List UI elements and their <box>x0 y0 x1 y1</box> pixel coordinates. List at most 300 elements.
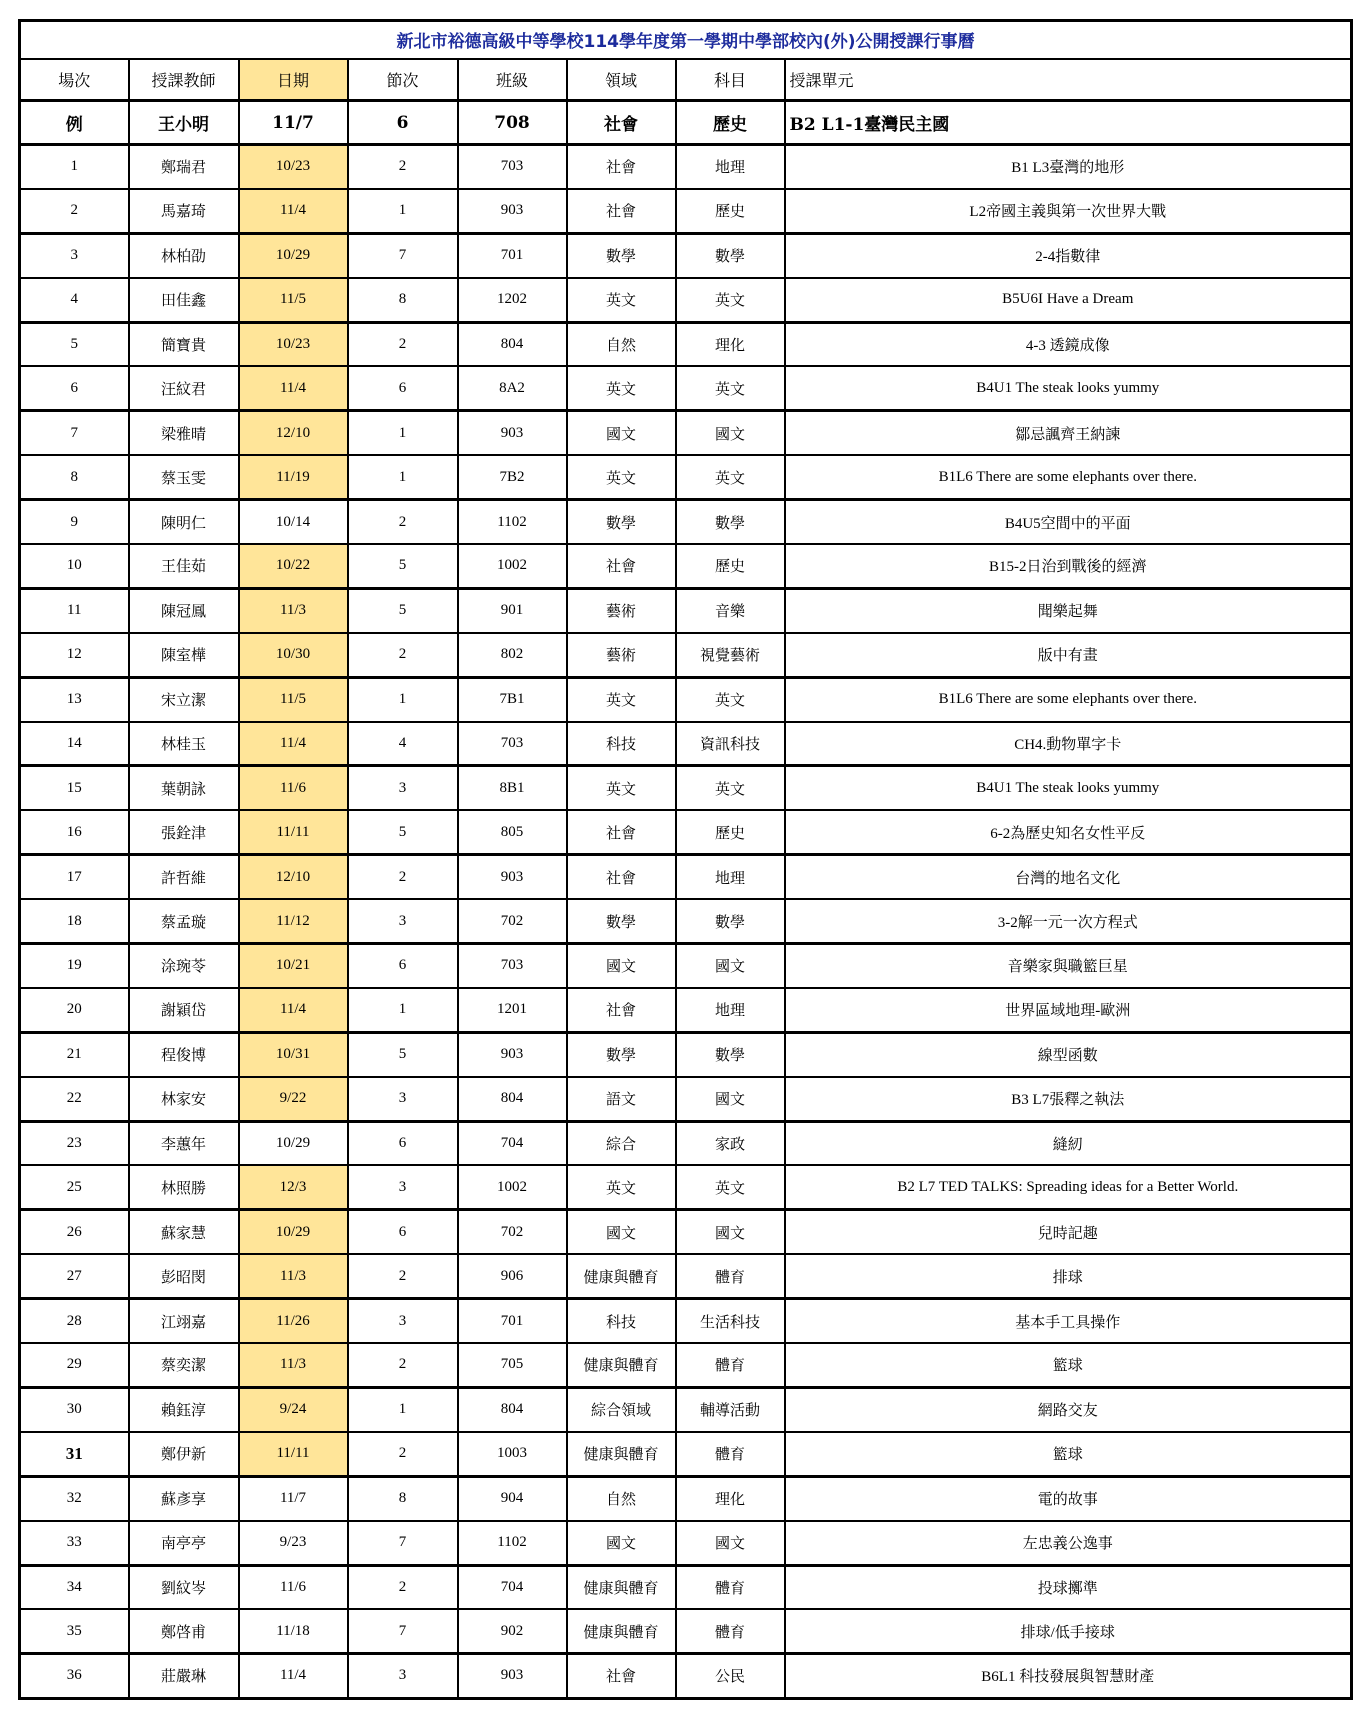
row-session: 28 <box>20 1299 129 1343</box>
row-date: 11/5 <box>239 677 348 721</box>
row-session: 4 <box>20 278 129 322</box>
row-date: 10/21 <box>239 944 348 988</box>
row-date: 11/6 <box>239 766 348 810</box>
row-period: 5 <box>348 588 458 632</box>
row-period: 6 <box>348 1210 458 1254</box>
example-teacher: 王小明 <box>129 101 239 145</box>
row-session: 26 <box>20 1210 129 1254</box>
row-domain: 數學 <box>567 500 676 544</box>
row-date: 12/3 <box>239 1165 348 1209</box>
row-domain: 社會 <box>567 855 676 899</box>
row-session: 34 <box>20 1565 129 1609</box>
table-row <box>20 1299 1352 1343</box>
row-subject: 數學 <box>676 233 785 277</box>
row-session: 36 <box>20 1654 129 1698</box>
row-teacher: 梁雅晴 <box>129 411 239 455</box>
row-period: 2 <box>348 1254 458 1298</box>
row-domain: 數學 <box>567 899 676 943</box>
row-session: 31 <box>20 1432 129 1476</box>
table-row <box>20 1121 1352 1165</box>
row-period: 2 <box>348 500 458 544</box>
row-class: 701 <box>458 1299 567 1343</box>
row-unit: B4U1 The steak looks yummy <box>785 766 1352 810</box>
table-row <box>20 633 1352 677</box>
row-subject: 資訊科技 <box>676 722 785 766</box>
row-class: 903 <box>458 189 567 233</box>
row-unit: 電的故事 <box>785 1476 1352 1520</box>
row-session: 29 <box>20 1343 129 1387</box>
row-unit: B15-2日治到戰後的經濟 <box>785 544 1352 588</box>
row-class: 903 <box>458 411 567 455</box>
row-class: 705 <box>458 1343 567 1387</box>
row-session: 9 <box>20 500 129 544</box>
row-class: 704 <box>458 1565 567 1609</box>
row-date: 11/4 <box>239 189 348 233</box>
table-row <box>20 677 1352 721</box>
row-teacher: 田佳鑫 <box>129 278 239 322</box>
row-period: 2 <box>348 633 458 677</box>
row-teacher: 蔡孟璇 <box>129 899 239 943</box>
row-class: 703 <box>458 145 567 189</box>
row-unit: B5U6I Have a Dream <box>785 278 1352 322</box>
table-row <box>20 588 1352 632</box>
row-unit: 左忠義公逸事 <box>785 1521 1352 1565</box>
row-subject: 音樂 <box>676 588 785 632</box>
row-date: 10/23 <box>239 322 348 366</box>
schedule-table <box>18 19 1353 1700</box>
row-period: 7 <box>348 1521 458 1565</box>
row-domain: 英文 <box>567 455 676 499</box>
row-date: 11/11 <box>239 1432 348 1476</box>
table-row <box>20 855 1352 899</box>
row-teacher: 林桂玉 <box>129 722 239 766</box>
row-class: 1102 <box>458 1521 567 1565</box>
row-session: 5 <box>20 322 129 366</box>
row-domain: 數學 <box>567 1032 676 1076</box>
table-row <box>20 899 1352 943</box>
row-domain: 英文 <box>567 1165 676 1209</box>
row-period: 1 <box>348 455 458 499</box>
row-subject: 體育 <box>676 1565 785 1609</box>
row-subject: 國文 <box>676 411 785 455</box>
row-unit: 台灣的地名文化 <box>785 855 1352 899</box>
row-session: 14 <box>20 722 129 766</box>
row-class: 702 <box>458 899 567 943</box>
row-date: 11/4 <box>239 988 348 1032</box>
row-session: 10 <box>20 544 129 588</box>
row-class: 804 <box>458 1387 567 1431</box>
row-domain: 藝術 <box>567 633 676 677</box>
row-unit: 4-3 透鏡成像 <box>785 322 1352 366</box>
row-date: 11/3 <box>239 1254 348 1298</box>
row-session: 2 <box>20 189 129 233</box>
row-domain: 健康與體育 <box>567 1565 676 1609</box>
row-class: 903 <box>458 1654 567 1698</box>
row-class: 802 <box>458 633 567 677</box>
row-domain: 英文 <box>567 766 676 810</box>
row-domain: 英文 <box>567 677 676 721</box>
row-date: 10/29 <box>239 1210 348 1254</box>
row-period: 6 <box>348 944 458 988</box>
row-teacher: 林家安 <box>129 1077 239 1121</box>
row-subject: 數學 <box>676 899 785 943</box>
row-session: 33 <box>20 1521 129 1565</box>
row-session: 15 <box>20 766 129 810</box>
row-period: 1 <box>348 677 458 721</box>
table-row <box>20 411 1352 455</box>
row-date: 11/7 <box>239 1476 348 1520</box>
schedule-body <box>20 145 1352 1699</box>
row-teacher: 鄭啓甫 <box>129 1609 239 1653</box>
row-unit: CH4.動物單字卡 <box>785 722 1352 766</box>
table-row <box>20 322 1352 366</box>
row-session: 20 <box>20 988 129 1032</box>
row-unit: L2帝國主義與第一次世界大戰 <box>785 189 1352 233</box>
row-unit: B6L1 科技發展與智慧財產 <box>785 1654 1352 1698</box>
row-session: 18 <box>20 899 129 943</box>
table-row <box>20 1521 1352 1565</box>
row-class: 704 <box>458 1121 567 1165</box>
row-date: 11/18 <box>239 1609 348 1653</box>
row-domain: 健康與體育 <box>567 1343 676 1387</box>
row-teacher: 謝穎岱 <box>129 988 239 1032</box>
row-session: 23 <box>20 1121 129 1165</box>
row-subject: 歷史 <box>676 544 785 588</box>
row-domain: 國文 <box>567 411 676 455</box>
row-domain: 社會 <box>567 544 676 588</box>
row-subject: 歷史 <box>676 810 785 854</box>
row-session: 30 <box>20 1387 129 1431</box>
row-session: 19 <box>20 944 129 988</box>
row-class: 8B1 <box>458 766 567 810</box>
row-unit: 線型函數 <box>785 1032 1352 1076</box>
row-teacher: 葉朝詠 <box>129 766 239 810</box>
row-class: 902 <box>458 1609 567 1653</box>
example-date: 11/7 <box>239 101 348 145</box>
row-period: 3 <box>348 766 458 810</box>
row-class: 904 <box>458 1476 567 1520</box>
table-row <box>20 810 1352 854</box>
row-subject: 國文 <box>676 1077 785 1121</box>
row-session: 6 <box>20 366 129 410</box>
row-period: 1 <box>348 1387 458 1431</box>
row-period: 3 <box>348 1654 458 1698</box>
row-period: 4 <box>348 722 458 766</box>
row-subject: 公民 <box>676 1654 785 1698</box>
row-period: 5 <box>348 810 458 854</box>
col-header-period: 節次 <box>348 59 458 101</box>
row-period: 3 <box>348 1299 458 1343</box>
col-header-class: 班級 <box>458 59 567 101</box>
table-row <box>20 233 1352 277</box>
row-class: 903 <box>458 855 567 899</box>
row-subject: 英文 <box>676 1165 785 1209</box>
row-date: 11/4 <box>239 366 348 410</box>
row-date: 11/26 <box>239 1299 348 1343</box>
table-row <box>20 1210 1352 1254</box>
row-date: 11/3 <box>239 1343 348 1387</box>
row-date: 10/23 <box>239 145 348 189</box>
row-class: 901 <box>458 588 567 632</box>
row-domain: 數學 <box>567 233 676 277</box>
row-class: 701 <box>458 233 567 277</box>
row-unit: 籃球 <box>785 1432 1352 1476</box>
row-subject: 歷史 <box>676 189 785 233</box>
row-date: 10/30 <box>239 633 348 677</box>
row-session: 32 <box>20 1476 129 1520</box>
row-class: 804 <box>458 1077 567 1121</box>
row-subject: 數學 <box>676 1032 785 1076</box>
row-subject: 家政 <box>676 1121 785 1165</box>
row-teacher: 蔡玉雯 <box>129 455 239 499</box>
row-date: 12/10 <box>239 855 348 899</box>
row-class: 7B1 <box>458 677 567 721</box>
row-class: 1002 <box>458 544 567 588</box>
row-unit: 世界區域地理-歐洲 <box>785 988 1352 1032</box>
row-domain: 社會 <box>567 988 676 1032</box>
row-subject: 地理 <box>676 988 785 1032</box>
row-domain: 社會 <box>567 189 676 233</box>
row-teacher: 林柏劭 <box>129 233 239 277</box>
row-unit: 網路交友 <box>785 1387 1352 1431</box>
row-class: 1002 <box>458 1165 567 1209</box>
row-period: 3 <box>348 1165 458 1209</box>
row-class: 703 <box>458 944 567 988</box>
row-date: 9/23 <box>239 1521 348 1565</box>
example-period: 6 <box>348 101 458 145</box>
row-subject: 英文 <box>676 677 785 721</box>
row-period: 6 <box>348 1121 458 1165</box>
row-teacher: 張銓津 <box>129 810 239 854</box>
row-subject: 英文 <box>676 455 785 499</box>
row-session: 1 <box>20 145 129 189</box>
example-domain: 社會 <box>567 101 676 145</box>
row-date: 12/10 <box>239 411 348 455</box>
row-period: 2 <box>348 1565 458 1609</box>
table-row <box>20 1387 1352 1431</box>
row-subject: 體育 <box>676 1432 785 1476</box>
row-class: 1102 <box>458 500 567 544</box>
row-class: 703 <box>458 722 567 766</box>
row-period: 8 <box>348 278 458 322</box>
example-class: 708 <box>458 101 567 145</box>
row-teacher: 彭昭閔 <box>129 1254 239 1298</box>
row-class: 702 <box>458 1210 567 1254</box>
row-unit: 音樂家與職籃巨星 <box>785 944 1352 988</box>
row-subject: 輔導活動 <box>676 1387 785 1431</box>
row-teacher: 鄭伊新 <box>129 1432 239 1476</box>
row-date: 10/31 <box>239 1032 348 1076</box>
col-header-session: 場次 <box>20 59 129 101</box>
row-teacher: 程俊博 <box>129 1032 239 1076</box>
row-teacher: 王佳茹 <box>129 544 239 588</box>
example-row <box>20 101 1352 145</box>
col-header-date: 日期 <box>239 59 348 101</box>
row-date: 10/14 <box>239 500 348 544</box>
row-domain: 綜合 <box>567 1121 676 1165</box>
row-domain: 健康與體育 <box>567 1609 676 1653</box>
row-date: 10/29 <box>239 233 348 277</box>
title-row <box>20 21 1352 59</box>
row-unit: 籃球 <box>785 1343 1352 1387</box>
row-date: 11/5 <box>239 278 348 322</box>
row-domain: 藝術 <box>567 588 676 632</box>
row-teacher: 南亭亭 <box>129 1521 239 1565</box>
col-header-teacher: 授課教師 <box>129 59 239 101</box>
row-class: 903 <box>458 1032 567 1076</box>
example-session: 例 <box>20 101 129 145</box>
row-subject: 數學 <box>676 500 785 544</box>
row-unit: 鄒忌諷齊王納諫 <box>785 411 1352 455</box>
row-domain: 國文 <box>567 1521 676 1565</box>
row-period: 1 <box>348 189 458 233</box>
row-unit: 兒時記趣 <box>785 1210 1352 1254</box>
row-domain: 國文 <box>567 944 676 988</box>
table-row <box>20 278 1352 322</box>
row-unit: 6-2為歷史知名女性平反 <box>785 810 1352 854</box>
table-row <box>20 988 1352 1032</box>
row-session: 25 <box>20 1165 129 1209</box>
row-period: 2 <box>348 855 458 899</box>
row-class: 1201 <box>458 988 567 1032</box>
table-row <box>20 1609 1352 1653</box>
header-row <box>20 59 1352 101</box>
table-row <box>20 1254 1352 1298</box>
table-row <box>20 1432 1352 1476</box>
row-date: 9/22 <box>239 1077 348 1121</box>
row-teacher: 蘇彥享 <box>129 1476 239 1520</box>
row-period: 5 <box>348 544 458 588</box>
row-subject: 理化 <box>676 1476 785 1520</box>
row-domain: 語文 <box>567 1077 676 1121</box>
row-period: 2 <box>348 145 458 189</box>
row-period: 2 <box>348 1432 458 1476</box>
row-session: 22 <box>20 1077 129 1121</box>
row-period: 3 <box>348 899 458 943</box>
row-teacher: 蘇家慧 <box>129 1210 239 1254</box>
table-row <box>20 145 1352 189</box>
row-subject: 體育 <box>676 1343 785 1387</box>
row-class: 8A2 <box>458 366 567 410</box>
row-session: 35 <box>20 1609 129 1653</box>
row-class: 805 <box>458 810 567 854</box>
row-subject: 國文 <box>676 1210 785 1254</box>
row-period: 6 <box>348 366 458 410</box>
row-date: 11/4 <box>239 1654 348 1698</box>
row-domain: 健康與體育 <box>567 1254 676 1298</box>
table-row <box>20 722 1352 766</box>
row-period: 2 <box>348 1343 458 1387</box>
row-session: 17 <box>20 855 129 899</box>
row-domain: 自然 <box>567 322 676 366</box>
row-period: 7 <box>348 1609 458 1653</box>
table-row <box>20 1565 1352 1609</box>
row-date: 11/11 <box>239 810 348 854</box>
row-domain: 社會 <box>567 1654 676 1698</box>
table-row <box>20 944 1352 988</box>
row-date: 10/29 <box>239 1121 348 1165</box>
row-subject: 英文 <box>676 278 785 322</box>
row-teacher: 簡寶貴 <box>129 322 239 366</box>
row-domain: 科技 <box>567 722 676 766</box>
row-domain: 社會 <box>567 145 676 189</box>
row-date: 11/12 <box>239 899 348 943</box>
row-unit: 排球/低手接球 <box>785 1609 1352 1653</box>
row-domain: 英文 <box>567 278 676 322</box>
row-unit: B1L6 There are some elephants over there. <box>785 455 1352 499</box>
row-domain: 國文 <box>567 1210 676 1254</box>
row-session: 16 <box>20 810 129 854</box>
table-row <box>20 366 1352 410</box>
row-period: 2 <box>348 322 458 366</box>
row-subject: 英文 <box>676 366 785 410</box>
row-domain: 社會 <box>567 810 676 854</box>
row-unit: 排球 <box>785 1254 1352 1298</box>
row-period: 7 <box>348 233 458 277</box>
table-row <box>20 766 1352 810</box>
row-teacher: 劉紋岑 <box>129 1565 239 1609</box>
row-period: 5 <box>348 1032 458 1076</box>
row-period: 8 <box>348 1476 458 1520</box>
col-header-subject: 科目 <box>676 59 785 101</box>
row-teacher: 林照勝 <box>129 1165 239 1209</box>
row-unit: B2 L7 TED TALKS: Spreading ideas for a Better World. <box>785 1165 1352 1209</box>
row-unit: 3-2解一元一次方程式 <box>785 899 1352 943</box>
row-domain: 健康與體育 <box>567 1432 676 1476</box>
row-class: 1003 <box>458 1432 567 1476</box>
row-session: 21 <box>20 1032 129 1076</box>
row-period: 3 <box>348 1077 458 1121</box>
row-date: 10/22 <box>239 544 348 588</box>
row-date: 11/19 <box>239 455 348 499</box>
row-subject: 視覺藝術 <box>676 633 785 677</box>
row-unit: B4U1 The steak looks yummy <box>785 366 1352 410</box>
row-domain: 科技 <box>567 1299 676 1343</box>
table-row <box>20 500 1352 544</box>
row-class: 7B2 <box>458 455 567 499</box>
row-teacher: 陳冠鳳 <box>129 588 239 632</box>
row-subject: 國文 <box>676 1521 785 1565</box>
row-class: 1202 <box>458 278 567 322</box>
row-subject: 地理 <box>676 145 785 189</box>
row-unit: 2-4指數律 <box>785 233 1352 277</box>
table-row <box>20 1343 1352 1387</box>
row-teacher: 賴鈺淳 <box>129 1387 239 1431</box>
col-header-unit: 授課單元 <box>785 59 1352 101</box>
row-subject: 國文 <box>676 944 785 988</box>
table-row <box>20 189 1352 233</box>
row-session: 8 <box>20 455 129 499</box>
row-date: 11/3 <box>239 588 348 632</box>
row-teacher: 許哲維 <box>129 855 239 899</box>
row-session: 3 <box>20 233 129 277</box>
row-subject: 地理 <box>676 855 785 899</box>
table-row <box>20 1476 1352 1520</box>
row-teacher: 莊嚴琳 <box>129 1654 239 1698</box>
row-teacher: 蔡奕潔 <box>129 1343 239 1387</box>
table-row <box>20 1077 1352 1121</box>
row-class: 906 <box>458 1254 567 1298</box>
row-unit: B3 L7張釋之執法 <box>785 1077 1352 1121</box>
row-unit: B1 L3臺灣的地形 <box>785 145 1352 189</box>
table-row <box>20 455 1352 499</box>
row-session: 13 <box>20 677 129 721</box>
schedule-document <box>18 19 1350 1700</box>
table-row <box>20 1654 1352 1698</box>
row-teacher: 汪紋君 <box>129 366 239 410</box>
row-unit: 投球擲準 <box>785 1565 1352 1609</box>
row-unit: 縫紉 <box>785 1121 1352 1165</box>
